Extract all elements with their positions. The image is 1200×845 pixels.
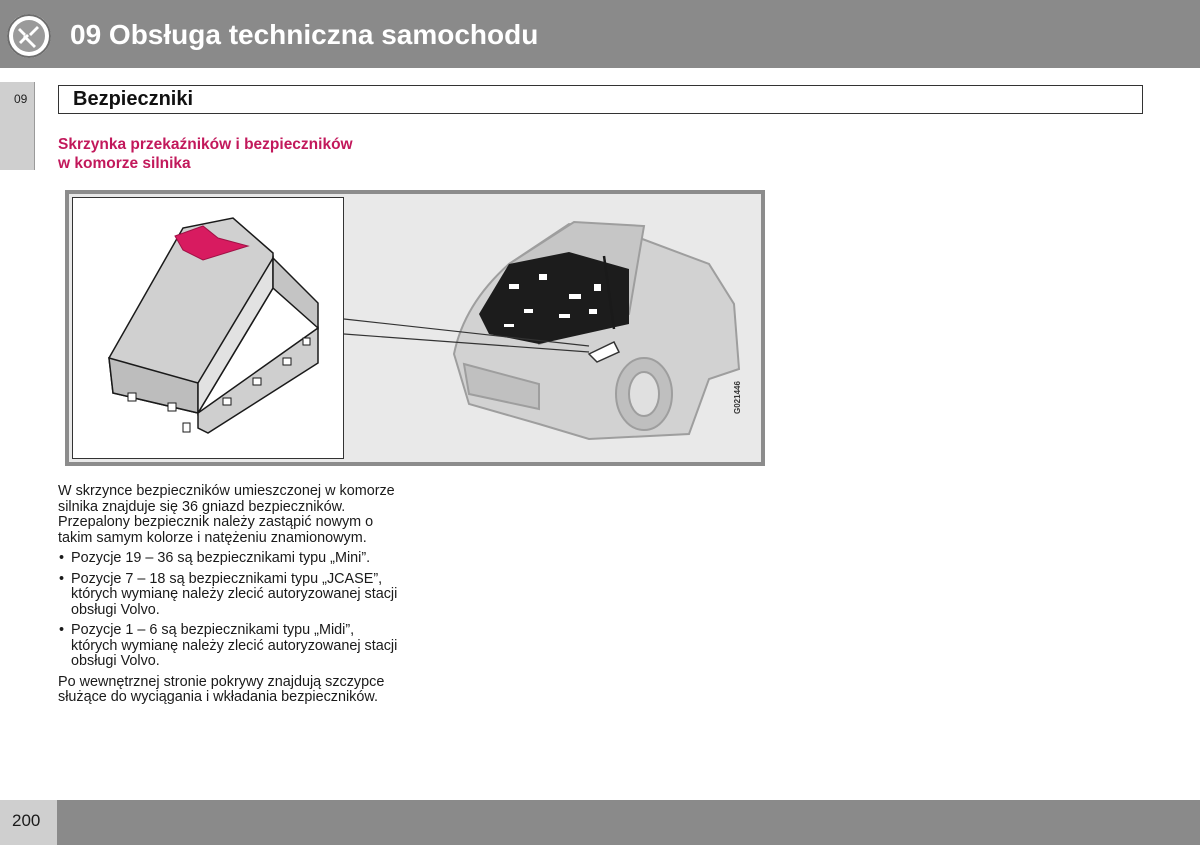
- wrench-screwdriver-icon: [7, 14, 51, 58]
- section-title: Bezpieczniki: [73, 88, 194, 110]
- fuse-box-drawing: [73, 198, 343, 458]
- bullet-item: • Pozycje 7 – 18 są bezpiecznikami typu „JCASE”, których wymianę należy zlecić autoryzowanej stacji obsługi Volvo.: [58, 572, 398, 619]
- fuse-box-detail-inset: [72, 197, 344, 459]
- section-header: [58, 85, 1143, 114]
- figure-code: G021446: [733, 381, 742, 414]
- page-number: 200: [12, 811, 41, 830]
- chapter-tab-label: 09: [14, 92, 28, 106]
- bullet-item: • Pozycje 1 – 6 są bezpiecznikami typu „Midi”, których wymianę należy zlecić autoryzowanej stacji obsługi Volvo.: [58, 623, 398, 670]
- page-footer: [57, 800, 1200, 845]
- body-text: [58, 484, 398, 711]
- paragraph-intro: W skrzynce bezpieczników umieszczonej w komorze silnika znajduje się 36 gniazd bezpieczników. Przepalony bezpiecznik należy zastąpić nowym o takim samym kolorze i natężeniu znamionowym.: [58, 483, 395, 546]
- paragraph-closing: Po wewnętrznej stronie pokrywy znajdują szczypce służące do wyciągania i wkładania bezpieczników.: [58, 673, 385, 705]
- fuse-box-illustration: [65, 190, 765, 466]
- bullet-item: • Pozycje 19 – 36 są bezpiecznikami typu „Mini”.: [58, 551, 398, 567]
- subheading-line-1: Skrzynka przekaźników i bezpieczników: [58, 136, 353, 153]
- chapter-title: 09 Obsługa techniczna samochodu: [70, 19, 539, 50]
- subheading: [58, 135, 418, 173]
- subheading-line-2: w komorze silnika: [58, 155, 191, 172]
